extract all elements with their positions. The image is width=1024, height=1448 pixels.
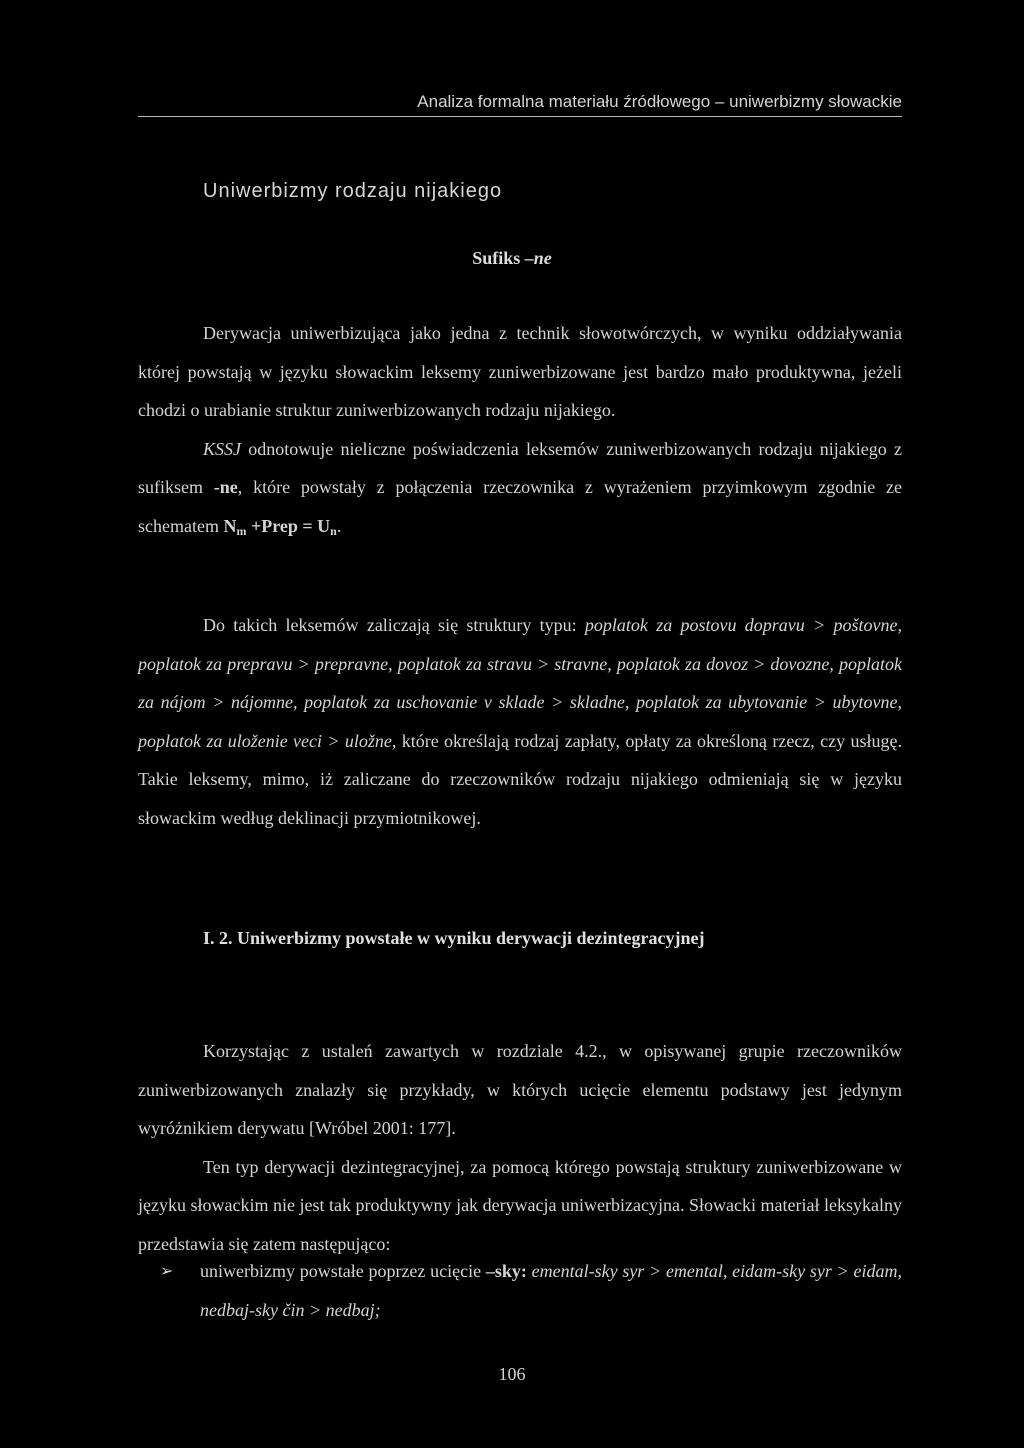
examples-list: poplatok za postovu dopravu > poštovne, poplatok za prepravu > prepravne, poplatok za stravu > stravne, poplatok za dovoz > dovozne, poplatok za nájom > nájomne, poplatok za uschovanie v sklade > skladne, poplatok za ubytovanie > ubytovne, poplatok za uloženie veci > uložne, (138, 615, 902, 751)
formula-m: m (236, 523, 247, 538)
bullet-text-a: uniwerbizmy powstałe poprzez ucięcie (200, 1261, 486, 1281)
paragraph-typ-derywacji: Ten typ derywacji dezintegracyjnej, za pomocą którego powstają struktury zuniwerbizowane w języku słowackim nie jest tak produktywny jak derywacja uniwerbizacyjna. Słowacki materiał leksykalny przedstawia się zatem następująco: (138, 1156, 902, 1254)
kssj-text-b: , które powstały z połączenia rzeczownika z wyrażeniem przyimkowym zgodnie ze schematem (138, 477, 902, 536)
body-block-2 (138, 606, 902, 837)
body-block-1 (138, 314, 902, 550)
list-item (160, 1252, 902, 1329)
suffix-heading-label: Sufiks (472, 248, 525, 268)
running-header: Analiza formalna materiału źródłowego – uniwerbizmy słowackie (138, 92, 902, 117)
chapter-heading: I. 2. Uniwerbizmy powstałe w wyniku derywacji dezintegracyjnej (203, 928, 705, 948)
suffix-heading (0, 248, 1024, 269)
kssj-suffix: -ne (213, 477, 238, 497)
suffix-heading-value: –ne (524, 248, 552, 268)
formula-n: N (223, 515, 237, 536)
formula-u: U (317, 515, 331, 536)
paragraph-examples (138, 606, 902, 837)
page-number: 106 (498, 1364, 526, 1384)
kssj-text-a: odnotowuje nieliczne poświadczenia leksemów zuniwerbizowanych rodzaju nijakiego z sufiksem (138, 438, 902, 497)
formula-end: . (336, 515, 342, 536)
examples-outro: które określają rodzaj zapłaty, opłaty za określoną rzecz, czy usługę. Takie leksemy, mimo, iż zaliczane do rzeczowników rodzaju nijakiego odmieniają się w języku słowackim według deklinacji przymiotnikowej. (138, 730, 902, 828)
formula-n2: n (330, 523, 337, 538)
bullet-examples: emental-sky syr > emental, eidam-sky syr > eidam, nedbaj-sky čin > nedbaj; (200, 1261, 902, 1320)
formula-mid: +Prep = (246, 515, 318, 536)
formula (223, 516, 336, 536)
body-block-3 (138, 1032, 902, 1263)
examples-intro: Do takich leksemów zaliczają się struktury typu: (203, 615, 585, 635)
paragraph-ustalenia: Korzystając z ustaleń zawartych w rozdziale 4.2., w opisywanej grupie rzeczowników zuniwerbizowanych znalazły się przykłady, w których ucięcie elementu podstawy jest jedynym wyróżnikiem derywatu [Wróbel 2001: 177]. (138, 1041, 902, 1138)
paragraph-kssj (138, 430, 902, 551)
list-item-text (200, 1252, 902, 1329)
kssj-source: KSSJ (203, 438, 241, 459)
arrow-bullet-icon: ➢ (160, 1261, 174, 1280)
section-title: Uniwerbizmy rodzaju nijakiego (203, 180, 503, 202)
bullet-suffix: –sky: (485, 1261, 527, 1281)
paragraph-uniwerbizacja: Derywacja uniwerbizująca jako jedna z technik słowotwórczych, w wyniku oddziaływania której powstają w języku słowackim leksemy zuniwerbizowane jest bardzo mało produktywna, jeżeli chodzi o urabianie struktur zuniwerbizowanych rodzaju nijakiego. (138, 323, 902, 420)
